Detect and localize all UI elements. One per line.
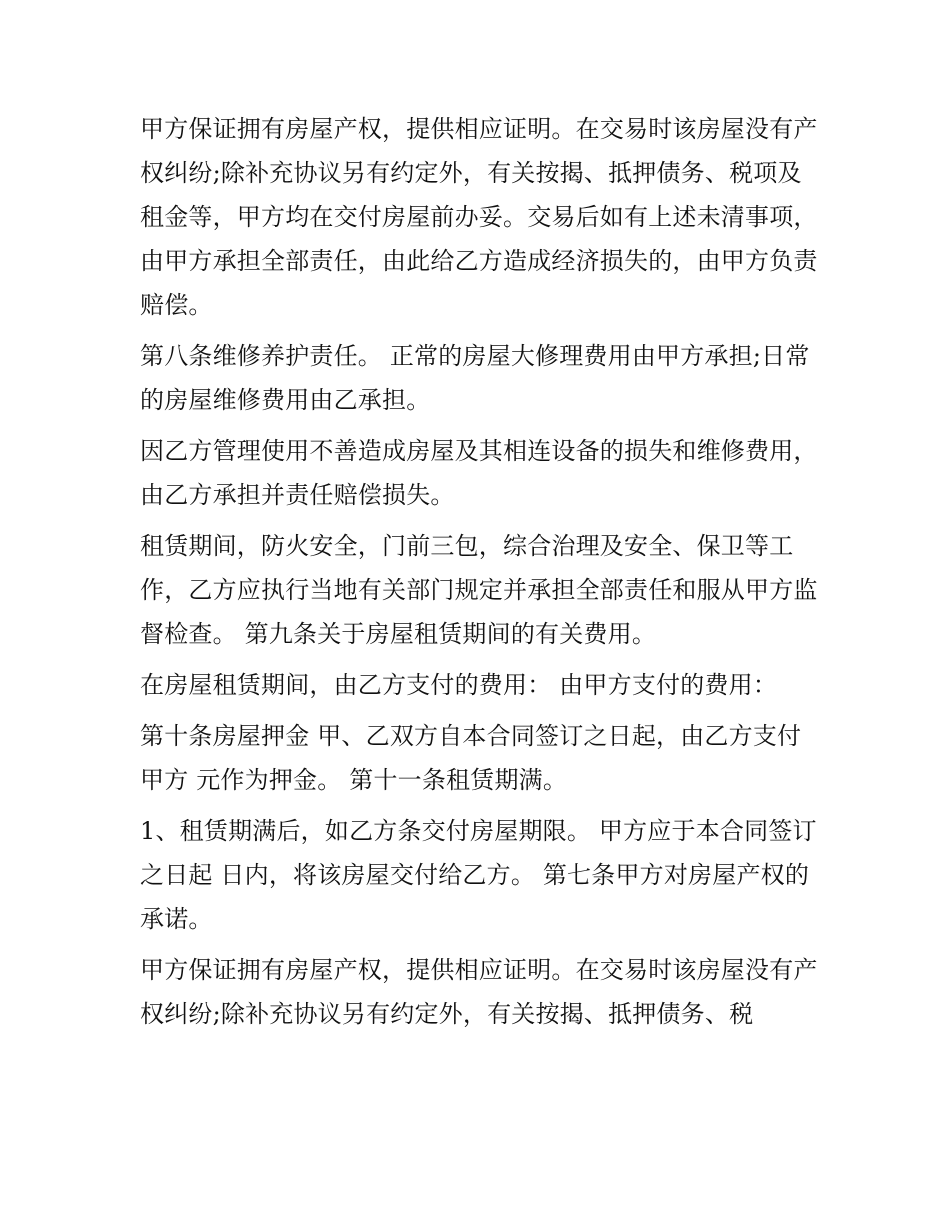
- paragraph-lease-expiry-and-article-7: 1、租赁期满后，如乙方条交付房屋期限。 甲方应于本合同签订之日起 日内，将该房屋交付给乙方。 第七条甲方对房屋产权的承诺。: [140, 817, 817, 933]
- paragraph-property-guarantee-repeat: 甲方保证拥有房屋产权，提供相应证明。在交易时该房屋没有产权纠纷;除补充协议另有约定外，有关按揭、抵押债务、税: [140, 956, 818, 1028]
- paragraph-article-8-maintenance: 第八条维修养护责任。 正常的房屋大修理费用由甲方承担;日常的房屋维修费用由乙承担。: [140, 342, 810, 414]
- paragraph-damage-liability: 因乙方管理使用不善造成房屋及其相连设备的损失和维修费用，由乙方承担并责任赔偿损失。: [140, 437, 818, 509]
- paragraph-property-guarantee: 甲方保证拥有房屋产权，提供相应证明。在交易时该房屋没有产权纠纷;除补充协议另有约定外，有关按揭、抵押债务、税项及租金等，甲方均在交付房屋前办妥。交易后如有上述未清事项，由甲方承担全部责任，由此给乙方造成经济损失的，由甲方负责赔偿。: [140, 115, 818, 319]
- paragraph-article-10-deposit: 第十条房屋押金 甲、乙双方自本合同签订之日起，由乙方支付甲方 元作为押金。 第十一条租赁期满。: [140, 722, 802, 794]
- paragraph-fees: 在房屋租赁期间，由乙方支付的费用： 由甲方支付的费用：: [140, 671, 778, 699]
- paragraph-safety-and-article-9: 租赁期间，防火安全，门前三包，综合治理及安全、保卫等工作，乙方应执行当地有关部门规定并承担全部责任和服从甲方监督检查。 第九条关于房屋租赁期间的有关费用。: [140, 532, 818, 648]
